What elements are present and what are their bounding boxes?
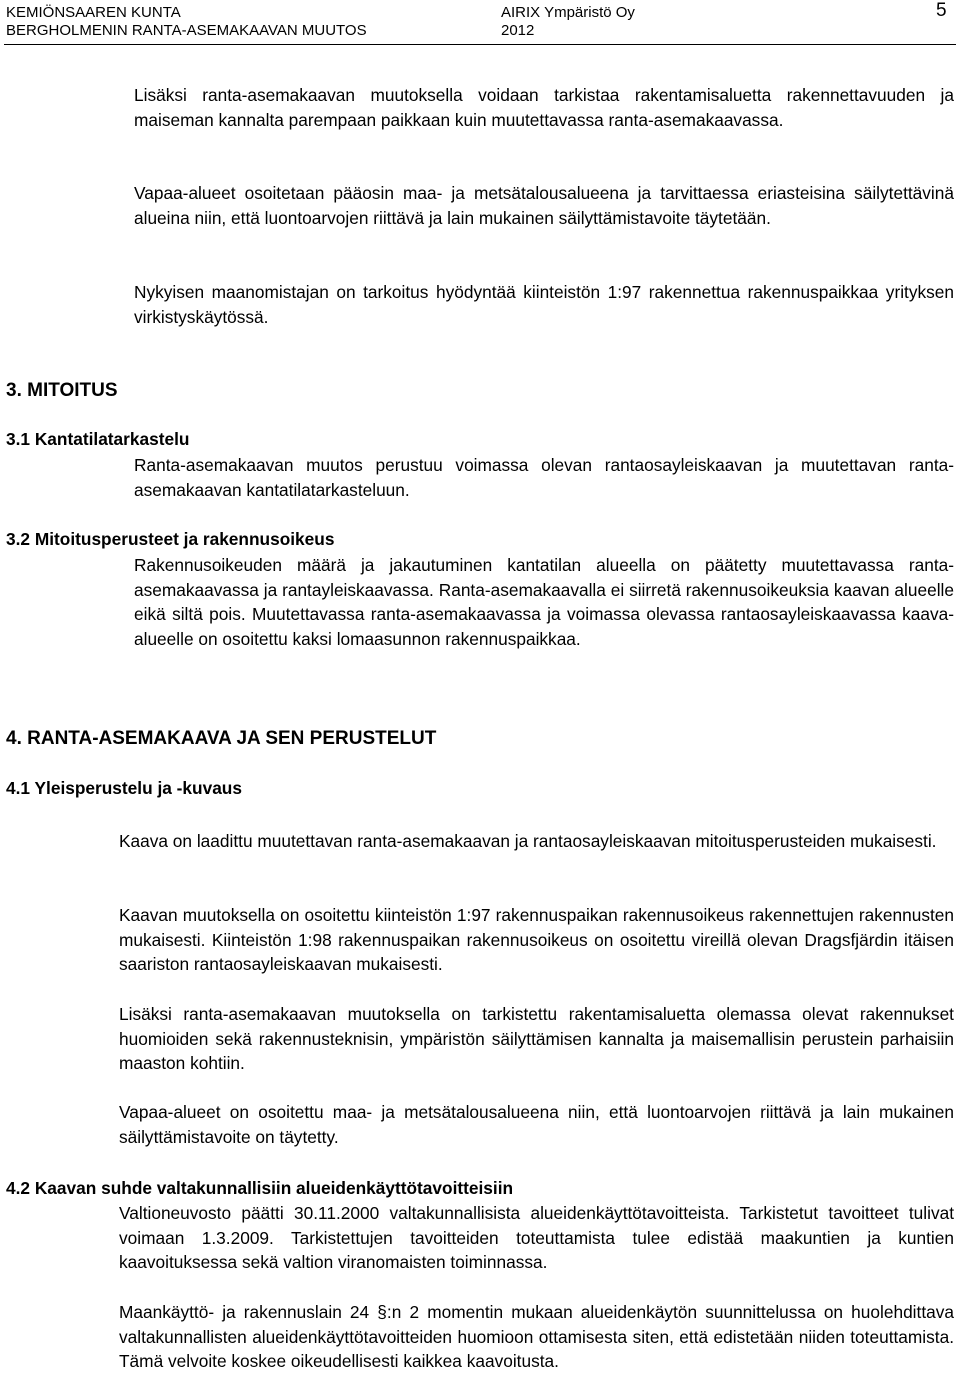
section-4-2-paragraph-2: Maankäyttö- ja rakennuslain 24 §:n 2 momentin mukaan alueidenkäytön suunnittelussa on huolehdittava valtakunnallisten alueidenkäyttötavoitteiden huomioon ottamisesta siten, että edistetään niiden toteuttamista. Tämä velvoite koskee oikeudellisesti kaikkea kaavoitusta. — [119, 1302, 954, 1371]
section-3-1-heading: 3.1 Kantatilatarkastelu — [6, 429, 190, 449]
section-4-1-paragraph-4: Vapaa-alueet on osoitettu maa- ja metsätalousalueena niin, että luontoarvojen riittävä ja lain mukainen säilyttämistavoite on täytetty. — [119, 1102, 954, 1147]
section-3-2-heading: 3.2 Mitoitusperusteet ja rakennusoikeus — [6, 529, 335, 549]
intro-paragraph-2: Vapaa-alueet osoitetaan pääosin maa- ja metsätalousalueena ja tarvittaessa eriasteisina säilytettävinä alueina niin, että luontoarvojen riittävä ja lain mukainen säilyttämistavoite täytetään. — [134, 183, 954, 228]
section-3-heading: 3. MITOITUS — [6, 380, 118, 401]
intro-paragraph-1: Lisäksi ranta-asemakaavan muutoksella voidaan tarkistaa rakentamisaluetta rakennettavuuden ja maiseman kannalta parempaan paikkaan kuin muutettavassa ranta-asemakaavassa. — [134, 85, 954, 130]
section-4-1-paragraph-1: Kaava on laadittu muutettavan ranta-asemakaavan ja rantaosayleiskaavan mitoitusperusteiden mukaisesti. — [119, 831, 937, 851]
header-author — [501, 4, 635, 40]
section-4-1-heading: 4.1 Yleisperustelu ja -kuvaus — [6, 778, 242, 798]
page-number: 5 — [936, 0, 947, 21]
section-3-2-paragraph: Rakennusoikeuden määrä ja jakautuminen kantatilan alueella on päätetty muutettavassa ranta-asemakaavassa ja rantayleiskaavassa. Ranta-asemakaavalla ei siirretä rakennusoikeuksia kaavan alueelle eikä siltä pois. Muutettavassa ranta-asemakaavassa ja voimassa olevassa rantaosayleiskaavassa kaava-alueelle on osoitettu kaksi lomaasunnon rakennuspaikkaa. — [134, 555, 954, 649]
header-municipality: KEMIÖNSAAREN KUNTA — [6, 4, 181, 21]
header-year: 2012 — [501, 22, 535, 39]
section-4-1-paragraph-2: Kaavan muutoksella on osoitettu kiinteistön 1:97 rakennuspaikan rakennusoikeus rakennettujen rakennusten mukaisesti. Kiinteistön 1:98 rakennuspaikan rakennusoikeus on osoitettu vireillä olevan Dragsfjärdin itäisen saariston rantaosayleiskaavan mukaisesti. — [119, 905, 954, 974]
section-4-2-paragraph-1: Valtioneuvosto päätti 30.11.2000 valtakunnallisista alueidenkäyttötavoitteista. Tarkistetut tavoitteet tulivat voimaan 1.3.2009. Tarkistettujen tavoitteiden toteuttamista tulee edistää maakuntien ja kuntien kaavoituksessa sekä valtion viranomaisten toiminnassa. — [119, 1203, 954, 1272]
section-3-1-paragraph: Ranta-asemakaavan muutos perustuu voimassa olevan rantaosayleiskaavan ja muutettavan ranta-asemakaavan kantatilatarkasteluun. — [134, 455, 954, 500]
header-organization — [6, 4, 367, 40]
section-4-2-heading: 4.2 Kaavan suhde valtakunnallisiin alueidenkäyttötavoitteisiin — [6, 1178, 514, 1198]
header-divider — [4, 44, 956, 45]
intro-paragraph-3: Nykyisen maanomistajan on tarkoitus hyödyntää kiinteistön 1:97 rakennettua rakennuspaikkaa yrityksen virkistyskäytössä. — [134, 282, 954, 327]
header-company: AIRIX Ympäristö Oy — [501, 4, 635, 21]
header-plan-title: BERGHOLMENIN RANTA-ASEMAKAAVAN MUUTOS — [6, 22, 367, 39]
section-4-1-paragraph-3: Lisäksi ranta-asemakaavan muutoksella on tarkistettu rakentamisaluetta olemassa olevat rakennukset huomioiden sekä rakennusteknisin, ympäristön säilyttämisen kannalta ja maisemallisin perustein parhaisiin maaston kohtiin. — [119, 1004, 954, 1073]
section-4-heading: 4. RANTA-ASEMAKAAVA JA SEN PERUSTELUT — [6, 728, 437, 749]
